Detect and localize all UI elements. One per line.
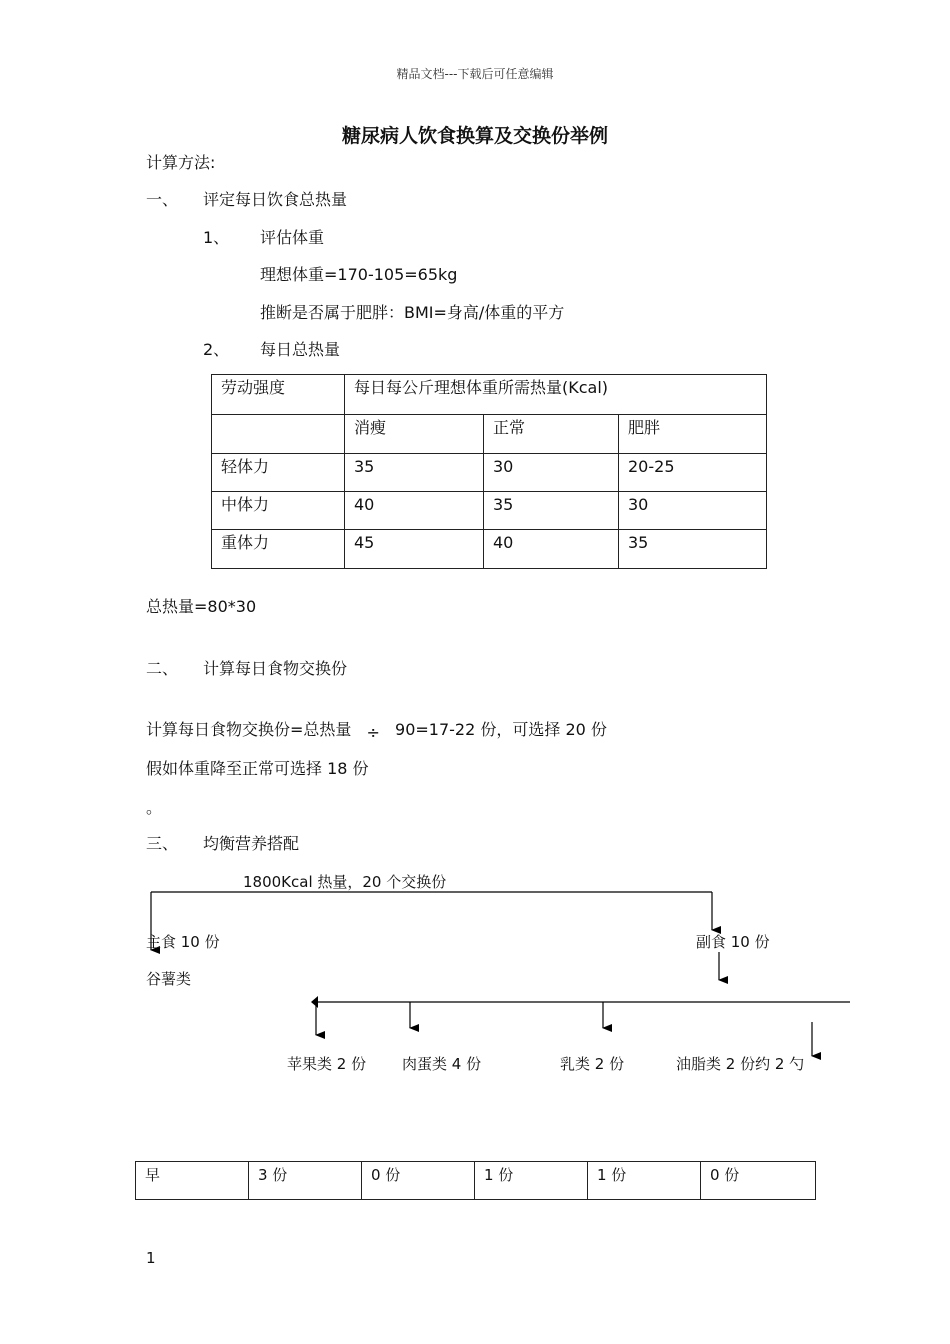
- heat-requirement-table: [211, 374, 767, 569]
- branch-label-milk: 乳类 2 份: [560, 1055, 625, 1073]
- table-cell: 45: [345, 530, 484, 569]
- table-cell: 0 份: [701, 1162, 816, 1200]
- table-header-span: 每日每公斤理想体重所需热量(Kcal): [345, 375, 767, 415]
- branch-label-apple: 苹果类 2 份: [287, 1055, 367, 1073]
- subsection-1-number: 1、: [203, 228, 230, 247]
- table-row: [212, 492, 767, 530]
- table-cell: 35: [345, 454, 484, 492]
- table-cell: 20-25: [619, 454, 767, 492]
- section-3-number: 三、: [146, 834, 179, 853]
- section-2-number: 二、: [146, 659, 179, 678]
- main-food-label: 主食 10 份: [146, 933, 220, 951]
- main-food-sub-label: 谷薯类: [146, 970, 192, 988]
- table-header-corner: 劳动强度: [212, 375, 345, 415]
- document-title: 糖尿病人饮食换算及交换份举例: [341, 125, 608, 147]
- subsection-2-number: 2、: [203, 340, 230, 359]
- bmi-line: 推断是否属于肥胖：BMI=身高/体重的平方: [260, 303, 565, 322]
- exchange-calc-text-b: 90=17-22 份，可选择 20 份: [395, 720, 607, 739]
- exchange-calc-text-a: 计算每日食物交换份=总热量: [146, 720, 352, 739]
- subsection-2-title: 每日总热量: [260, 340, 341, 359]
- normal-weight-line: 假如体重降至正常可选择 18 份: [146, 759, 369, 778]
- section-3-title: 均衡营养搭配: [203, 834, 300, 853]
- branch-label-oil: 油脂类 2 份约 2 勺: [676, 1055, 805, 1073]
- subsection-1-title: 评估体重: [260, 228, 325, 247]
- nutrition-flow-diagram: [0, 860, 950, 1080]
- table-cell: 40: [345, 492, 484, 530]
- period-mark: 。: [146, 798, 163, 817]
- table-cell: 轻体力: [212, 454, 345, 492]
- table-subheader: 肥胖: [619, 415, 767, 454]
- table-row: [136, 1162, 816, 1200]
- branch-label-meat: 肉蛋类 4 份: [402, 1055, 482, 1073]
- divide-symbol: ÷: [366, 723, 380, 742]
- branch-start-arrowhead: [311, 996, 318, 1008]
- table-row: [212, 454, 767, 492]
- table-cell: 30: [484, 454, 619, 492]
- calc-method-label: 计算方法:: [146, 153, 216, 172]
- table-subheader: [212, 415, 345, 454]
- table-cell: 40: [484, 530, 619, 569]
- meal-allocation-table: [135, 1161, 816, 1200]
- table-cell: 35: [484, 492, 619, 530]
- table-subheader: 正常: [484, 415, 619, 454]
- table-cell: 早: [136, 1162, 249, 1200]
- section-1-number: 一、: [146, 190, 179, 209]
- table-cell: 1 份: [475, 1162, 588, 1200]
- table-row: [212, 530, 767, 569]
- page-header: 精品文档---下载后可任意编辑: [396, 67, 554, 81]
- diagram-top-label: 1800Kcal 热量，20 个交换份: [243, 873, 447, 891]
- table-subheader: 消瘦: [345, 415, 484, 454]
- table-cell: 30: [619, 492, 767, 530]
- table-cell: 35: [619, 530, 767, 569]
- page-number: 1: [146, 1249, 156, 1267]
- ideal-weight-line: 理想体重=170-105=65kg: [260, 265, 458, 284]
- section-1-title: 评定每日饮食总热量: [203, 190, 348, 209]
- table-cell: 0 份: [362, 1162, 475, 1200]
- table-cell: 中体力: [212, 492, 345, 530]
- table-cell: 1 份: [588, 1162, 701, 1200]
- side-food-label: 副食 10 份: [696, 933, 770, 951]
- table-cell: 3 份: [249, 1162, 362, 1200]
- exchange-calc-line: [146, 720, 607, 740]
- section-2-title: 计算每日食物交换份: [203, 659, 348, 678]
- table-cell: 重体力: [212, 530, 345, 569]
- total-heat-line: 总热量=80*30: [146, 597, 257, 616]
